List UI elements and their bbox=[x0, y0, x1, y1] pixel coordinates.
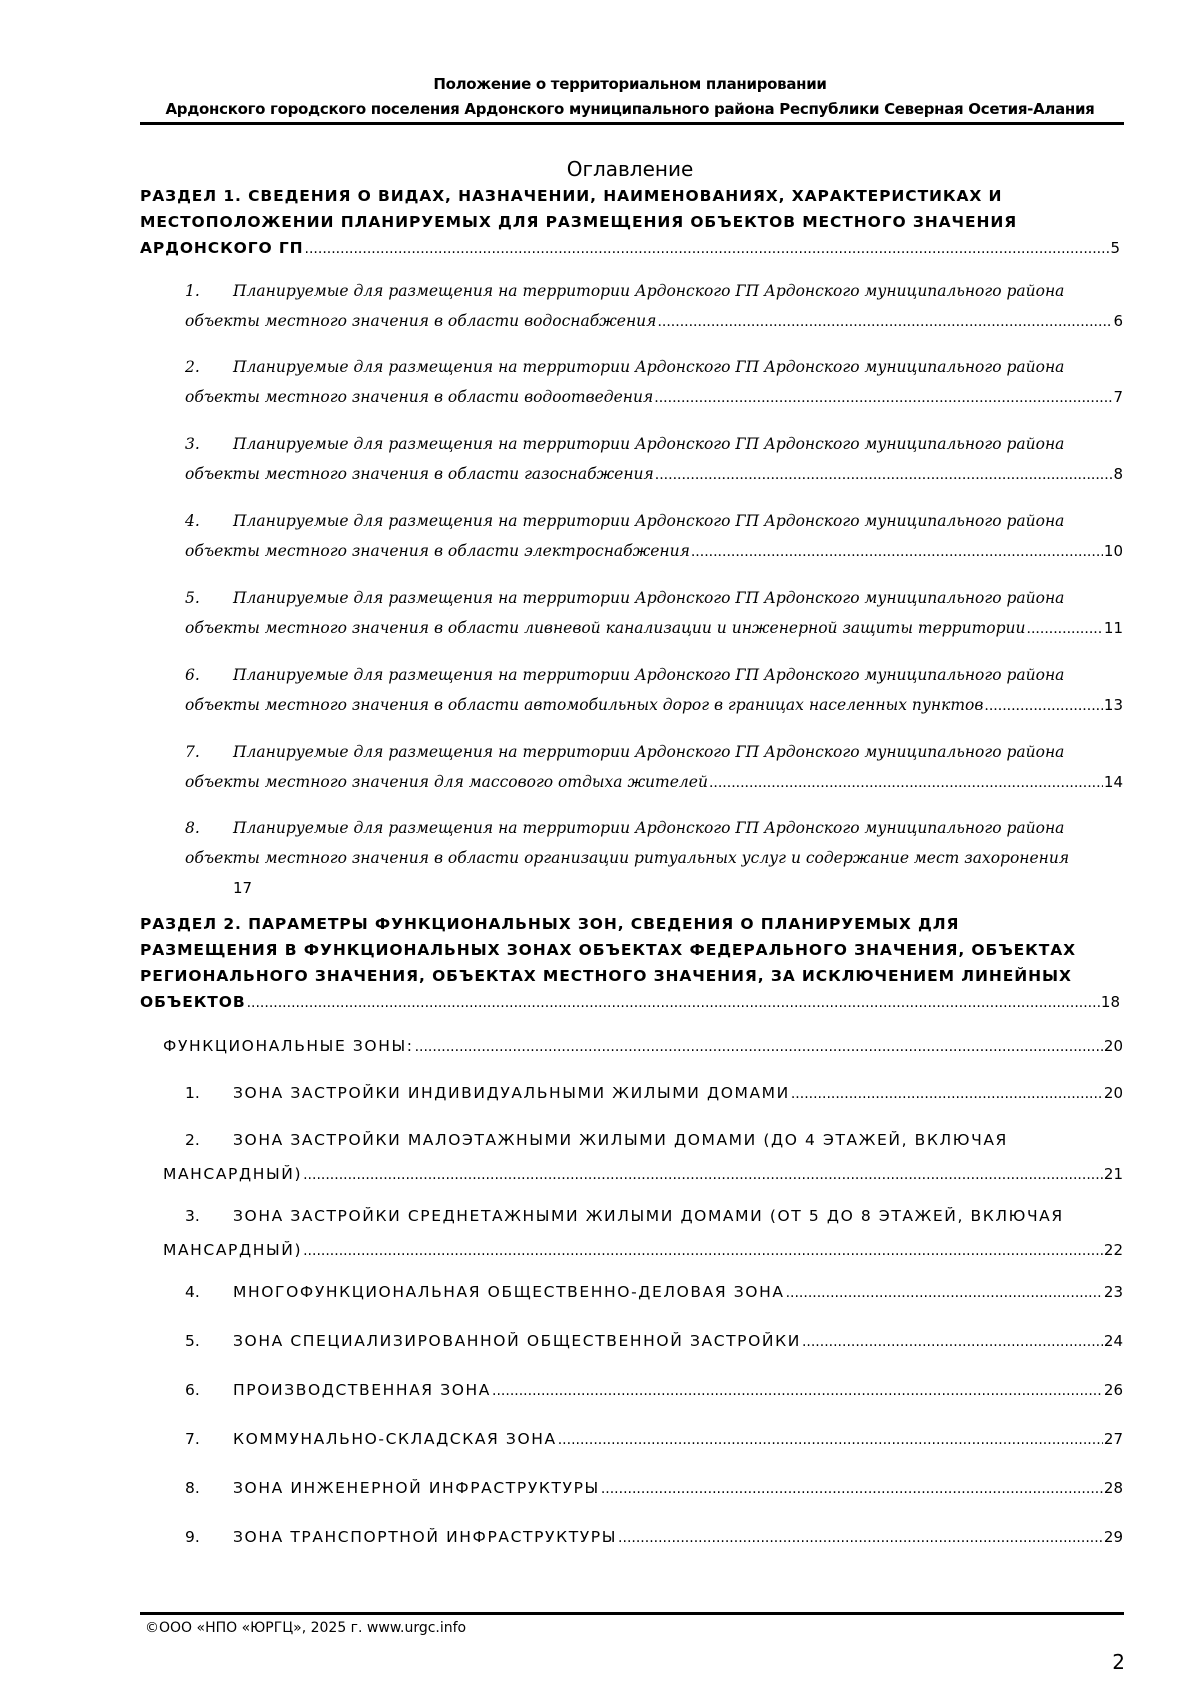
toc-item-7[interactable] bbox=[185, 737, 1123, 798]
toc-zone-text: ЗОНА СПЕЦИАЛИЗИРОВАННОЙ ОБЩЕСТВЕННОЙ ЗАСТРОЙКИ bbox=[233, 1332, 801, 1350]
toc-functional-zones[interactable] bbox=[163, 1037, 1123, 1055]
toc-zone-text: КОММУНАЛЬНО-СКЛАДСКАЯ ЗОНА bbox=[233, 1430, 557, 1448]
dot-leader bbox=[601, 1471, 1103, 1506]
toc-page-number: 8 bbox=[1113, 465, 1123, 483]
dot-leader bbox=[492, 1373, 1103, 1408]
toc-zone-text: МНОГОФУНКЦИОНАЛЬНАЯ ОБЩЕСТВЕННО-ДЕЛОВАЯ ЗОНА bbox=[233, 1283, 785, 1301]
footer-divider bbox=[140, 1612, 1124, 1615]
footer-copyright: ©ООО «НПО «ЮРГЦ», 2025 г. www.urgc.info bbox=[145, 1620, 467, 1636]
dot-leader bbox=[791, 1076, 1103, 1111]
toc-item-3[interactable] bbox=[185, 429, 1123, 490]
toc-section-2-line: ОБЪЕКТОВ bbox=[140, 993, 246, 1011]
toc-zone-4[interactable] bbox=[185, 1275, 1123, 1310]
toc-zone-number: 7. bbox=[185, 1430, 200, 1448]
toc-item-text: объекты местного значения в области водоснабжения bbox=[185, 312, 657, 330]
dot-leader bbox=[247, 989, 1100, 1016]
toc-item-number: 2. bbox=[185, 358, 200, 376]
toc-zone-number: 3. bbox=[185, 1207, 200, 1225]
toc-page-number: 6 bbox=[1113, 312, 1123, 330]
toc-item-number: 1. bbox=[185, 282, 200, 300]
toc-item-8[interactable] bbox=[185, 813, 1123, 903]
toc-page-number: 17 bbox=[233, 879, 253, 897]
dot-leader bbox=[786, 1275, 1103, 1310]
toc-item-5[interactable] bbox=[185, 583, 1123, 644]
toc-zone-text: ЗОНА ИНЖЕНЕРНОЙ ИНФРАСТРУКТУРЫ bbox=[233, 1479, 600, 1497]
toc-zone-number: 1. bbox=[185, 1084, 200, 1102]
dot-leader bbox=[802, 1324, 1103, 1359]
toc-item-text: объекты местного значения в области газоснабжения bbox=[185, 465, 654, 483]
toc-zone-text: ЗОНА ЗАСТРОЙКИ МАЛОЭТАЖНЫМИ ЖИЛЫМИ ДОМАМИ (ДО 4 ЭТАЖЕЙ, ВКЛЮЧАЯ bbox=[233, 1131, 1008, 1149]
toc-section-1[interactable] bbox=[140, 183, 1120, 262]
dot-leader bbox=[654, 382, 1112, 413]
toc-zone-number: 9. bbox=[185, 1528, 200, 1546]
toc-title: Оглавление bbox=[566, 157, 694, 181]
toc-page-number: 10 bbox=[1103, 542, 1123, 560]
toc-page-number: 7 bbox=[1113, 388, 1123, 406]
toc-page-number: 5 bbox=[1110, 239, 1120, 257]
toc-page-number: 20 bbox=[1103, 1037, 1123, 1055]
toc-item-text: Планируемые для размещения на территории Ардонского ГП Ардонского муниципального района bbox=[233, 282, 1065, 300]
toc-page-number: 13 bbox=[1103, 696, 1123, 714]
toc-section-1-line: АРДОНСКОГО ГП bbox=[140, 239, 304, 257]
toc-section-2-line: РЕГИОНАЛЬНОГО ЗНАЧЕНИЯ, ОБЪЕКТАХ МЕСТНОГО ЗНАЧЕНИЯ, ЗА ИСКЛЮЧЕНИЕМ ЛИНЕЙНЫХ bbox=[140, 967, 1072, 985]
toc-zone-number: 5. bbox=[185, 1332, 200, 1350]
toc-section-2-line: РАЗДЕЛ 2. ПАРАМЕТРЫ ФУНКЦИОНАЛЬНЫХ ЗОН, СВЕДЕНИЯ О ПЛАНИРУЕМЫХ ДЛЯ bbox=[140, 915, 960, 933]
toc-item-2[interactable] bbox=[185, 352, 1123, 413]
toc-item-text: Планируемые для размещения на территории Ардонского ГП Ардонского муниципального района bbox=[233, 743, 1065, 761]
toc-zone-text: ПРОИЗВОДСТВЕННАЯ ЗОНА bbox=[233, 1381, 492, 1399]
toc-page-number: 28 bbox=[1103, 1479, 1123, 1497]
dot-leader bbox=[1027, 613, 1103, 644]
toc-item-1[interactable] bbox=[185, 276, 1123, 337]
toc-item-text: объекты местного значения в области водоотведения bbox=[185, 388, 654, 406]
toc-item-number: 8. bbox=[185, 819, 200, 837]
toc-functional-zones-label: ФУНКЦИОНАЛЬНЫЕ ЗОНЫ: bbox=[163, 1037, 414, 1055]
dot-leader bbox=[709, 767, 1103, 798]
toc-page-number: 20 bbox=[1103, 1084, 1123, 1102]
toc-zone-1[interactable] bbox=[185, 1076, 1123, 1111]
toc-item-text: объекты местного значения в области ливневой канализации и инженерной защиты территории bbox=[185, 619, 1026, 637]
toc-page-number: 29 bbox=[1103, 1528, 1123, 1546]
toc-item-text: объекты местного значения для массового отдыха жителей bbox=[185, 773, 708, 791]
toc-zone-number: 6. bbox=[185, 1381, 200, 1399]
toc-zone-7[interactable] bbox=[185, 1422, 1123, 1457]
toc-page-number: 14 bbox=[1103, 773, 1123, 791]
toc-item-number: 3. bbox=[185, 435, 200, 453]
toc-item-text: Планируемые для размещения на территории Ардонского ГП Ардонского муниципального района bbox=[233, 358, 1065, 376]
toc-zone-number: 4. bbox=[185, 1283, 200, 1301]
dot-leader bbox=[691, 536, 1103, 567]
dot-leader bbox=[303, 1157, 1103, 1192]
dot-leader bbox=[303, 1233, 1103, 1268]
toc-page-number: 18 bbox=[1100, 993, 1120, 1011]
header-divider bbox=[140, 122, 1124, 125]
header-subtitle: Ардонского городского поселения Ардонского муниципального района Республики Северная Осетия-Алания bbox=[165, 100, 1095, 118]
toc-item-number: 6. bbox=[185, 666, 200, 684]
toc-zone-text: МАНСАРДНЫЙ) bbox=[163, 1241, 303, 1259]
toc-item-text: Планируемые для размещения на территории Ардонского ГП Ардонского муниципального района bbox=[233, 589, 1065, 607]
toc-zone-6[interactable] bbox=[185, 1373, 1123, 1408]
toc-zone-8[interactable] bbox=[185, 1471, 1123, 1506]
toc-item-text: Планируемые для размещения на территории Ардонского ГП Ардонского муниципального района bbox=[233, 819, 1065, 837]
toc-section-2[interactable] bbox=[140, 911, 1120, 1016]
toc-item-text: объекты местного значения в области автомобильных дорог в границах населенных пунктов bbox=[185, 696, 984, 714]
toc-zone-2[interactable] bbox=[163, 1123, 1123, 1192]
toc-zone-3[interactable] bbox=[163, 1199, 1123, 1268]
toc-page-number: 22 bbox=[1103, 1241, 1123, 1259]
header-title: Положение о территориальном планировании bbox=[433, 75, 827, 93]
toc-page-number: 23 bbox=[1103, 1283, 1123, 1301]
toc-zone-number: 2. bbox=[185, 1131, 200, 1149]
toc-item-text: Планируемые для размещения на территории Ардонского ГП Ардонского муниципального района bbox=[233, 666, 1065, 684]
dot-leader bbox=[558, 1422, 1103, 1457]
toc-zone-5[interactable] bbox=[185, 1324, 1123, 1359]
toc-zone-text: МАНСАРДНЫЙ) bbox=[163, 1165, 303, 1183]
dot-leader bbox=[657, 306, 1112, 337]
toc-zone-number: 8. bbox=[185, 1479, 200, 1497]
toc-item-text: Планируемые для размещения на территории Ардонского ГП Ардонского муниципального района bbox=[233, 512, 1065, 530]
toc-item-text: объекты местного значения в области организации ритуальных услуг и содержание мест захоронения bbox=[185, 849, 1070, 867]
toc-page-number: 21 bbox=[1103, 1165, 1123, 1183]
page-number: 2 bbox=[1112, 1650, 1125, 1674]
toc-zone-9[interactable] bbox=[185, 1520, 1123, 1555]
dot-leader bbox=[984, 690, 1103, 721]
toc-item-text: Планируемые для размещения на территории Ардонского ГП Ардонского муниципального района bbox=[233, 435, 1065, 453]
toc-item-text: объекты местного значения в области электроснабжения bbox=[185, 542, 690, 560]
toc-section-1-line: РАЗДЕЛ 1. СВЕДЕНИЯ О ВИДАХ, НАЗНАЧЕНИИ, НАИМЕНОВАНИЯХ, ХАРАКТЕРИСТИКАХ И bbox=[140, 187, 1003, 205]
toc-item-number: 7. bbox=[185, 743, 200, 761]
toc-page-number: 11 bbox=[1103, 619, 1123, 637]
toc-section-1-line: МЕСТОПОЛОЖЕНИИ ПЛАНИРУЕМЫХ ДЛЯ РАЗМЕЩЕНИЯ ОБЪЕКТОВ МЕСТНОГО ЗНАЧЕНИЯ bbox=[140, 213, 1018, 231]
dot-leader bbox=[655, 459, 1113, 490]
toc-item-4[interactable] bbox=[185, 506, 1123, 567]
toc-page-number: 24 bbox=[1103, 1332, 1123, 1350]
dot-leader bbox=[415, 1037, 1103, 1055]
toc-zone-text: ЗОНА ТРАНСПОРТНОЙ ИНФРАСТРУКТУРЫ bbox=[233, 1528, 618, 1546]
toc-section-2-line: РАЗМЕЩЕНИЯ В ФУНКЦИОНАЛЬНЫХ ЗОНАХ ОБЪЕКТАХ ФЕДЕРАЛЬНОГО ЗНАЧЕНИЯ, ОБЪЕКТАХ bbox=[140, 941, 1076, 959]
dot-leader bbox=[618, 1520, 1103, 1555]
dot-leader bbox=[305, 235, 1110, 262]
toc-zone-text: ЗОНА ЗАСТРОЙКИ ИНДИВИДУАЛЬНЫМИ ЖИЛЫМИ ДОМАМИ bbox=[233, 1084, 790, 1102]
toc-item-number: 5. bbox=[185, 589, 200, 607]
toc-item-number: 4. bbox=[185, 512, 200, 530]
toc-page-number: 26 bbox=[1103, 1381, 1123, 1399]
toc-item-6[interactable] bbox=[185, 660, 1123, 721]
toc-page-number: 27 bbox=[1103, 1430, 1123, 1448]
toc-zone-text: ЗОНА ЗАСТРОЙКИ СРЕДНЕТАЖНЫМИ ЖИЛЫМИ ДОМАМИ (ОТ 5 ДО 8 ЭТАЖЕЙ, ВКЛЮЧАЯ bbox=[233, 1207, 1064, 1225]
